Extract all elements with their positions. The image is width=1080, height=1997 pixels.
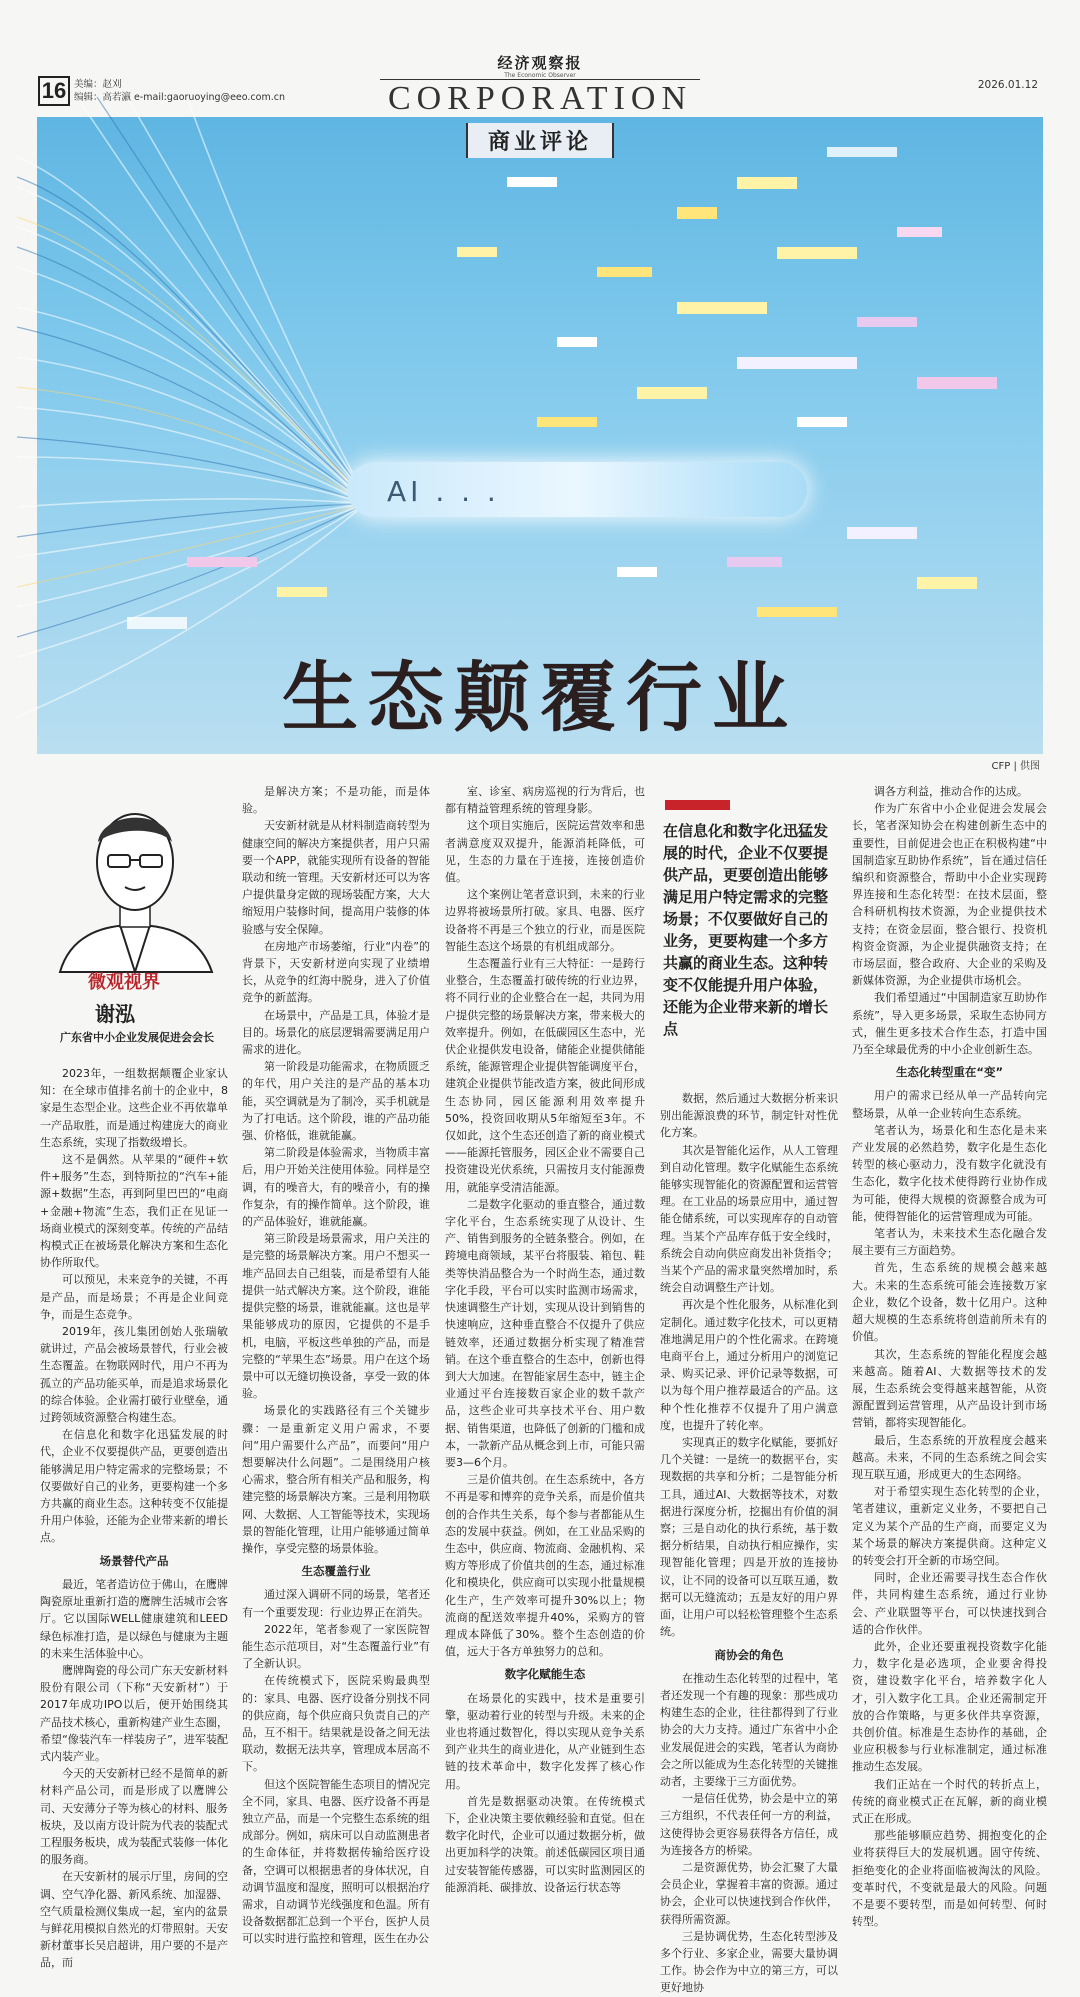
paragraph: 这个案例让笔者意识到，未来的行业边界将被场景所打破。家具、电器、医疗设备将不再是三个独立的行业，而是医院智能生态这个场景的有机组成部分。 xyxy=(445,888,645,953)
paragraph: 首先，生态系统的规模会越来越大。未来的生态系统可能会连接数万家企业，数亿个设备，数十亿用户。这种超大规模的生态系统将创造前所未有的价值。 xyxy=(852,1261,1047,1344)
paragraph: 第一阶段是功能需求，在物质匮乏的年代，用户关注的是产品的基本功能，买空调就是为了制冷，买手机就是为了打电话。这个阶段，谁的产品功能强、价格低，谁就能赢。 xyxy=(242,1060,430,1143)
paragraph: 场景化的实践路径有三个关键步骤：一是重新定义用户需求，不要问“用户需要什么产品”，而要问“用户想要解决什么问题”。二是围绕用户核心需求，整合所有相关产品和服务，构建完整的场景解决方案。三是利用物联网、大数据、人工智能等技术，实现场景的智能化管理，让用户能够通过简单操作，享受完整的场景体验。 xyxy=(242,1404,430,1555)
author-portrait xyxy=(40,787,230,972)
paragraph: 可以预见，未来竞争的关键，不再是产品，而是场景；不再是企业间竞争，而是生态竞争。 xyxy=(40,1273,228,1321)
paragraph: 笔者认为，场景化和生态化是未来产业发展的必然趋势，数字化是生态化转型的核心驱动力，没有数字化就没有生态化，数字化技术使得跨行业协作成为可能，使得大规模的资源整合成为可能，使得智能化的运营管理成为可能。 xyxy=(852,1123,1047,1223)
section-heading: 商协会的角色 xyxy=(714,1647,784,1662)
paragraph: 三是价值共创。在生态系统中，各方不再是零和博弈的竞争关系，而是价值共创的合作共生关系，每个参与者都能从生态的发展中获益。例如，在工业品采购的生态中，供应商、物流商、金融机构、采购方等形成了价值共创的生态，通过标准化和模块化，供应商可以实现小批量规模化生产，生产效率可提升30%以上；物流商的配送效率提升40%，采购方的管理成本降低了30%。整个生态创造的价值，远大于各方单独努力的总和。 xyxy=(445,1473,645,1659)
paragraph: 二是数字化驱动的垂直整合，通过数字化平台，生态系统实现了从设计、生产、销售到服务的全链条整合。例如，在跨境电商领域，某平台将服装、箱包、鞋类等快消品整合为一个时尚生态，通过数字化手段，平台可以实时监测市场需求，快速调整生产计划，实现从设计到销售的快速响应，这种垂直整合不仅提升了供应链效率，还通过数据分析实现了精准营销。在这个垂直整合的生态中，创新也得到大大加速。在智能家居生态中，链主企业通过平台连接数百家企业的数千款产品，这些企业可共享技术平台、用户数据、销售渠道，也降低了创新的门槛和成本，一款新产品从概念到上市，可能只需要3—6个月。 xyxy=(445,1197,645,1469)
paragraph: 2023年，一组数据颠覆企业家认知：在全球市值排名前十的企业中，8家是生态型企业。这些企业不再依靠单一产品取胜，而是通过构建庞大的商业生态系统，实现了指数级增长。 xyxy=(40,1067,228,1149)
paragraph: 第二阶段是体验需求，当物质丰富后，用户开始关注使用体验。同样是空调，有的噪音大，有的噪音小，有的操作复杂，有的操作简单。这个阶段，谁的产品体验好，谁就能赢。 xyxy=(242,1146,430,1229)
paragraph: 2019年，孩儿集团创始人张瑞敏就讲过，产品会被场景替代，行业会被生态覆盖。在物联网时代，用户不再为孤立的产品功能买单，而是追求场景化的综合体验。企业需打破行业壁垒，通过跨领域资源整合构建生态。 xyxy=(40,1325,228,1425)
paper-name-en: The Economic Observer xyxy=(504,72,576,79)
paragraph: 调各方利益，推动合作的达成。 xyxy=(874,785,1028,798)
article-column-3 xyxy=(445,783,645,1935)
pull-quote: 在信息化和数字化迅猛发展的时代，企业不仅要提供产品，更要创造出能够满足用户特定需求的完整场景；不仅要做好自己的业务，更要构建一个多方共赢的商业生态。这种转变不仅能提升用户体验，还能为企业带来新的增长点 xyxy=(663,822,829,1038)
paragraph: 但这个医院智能生态项目的情况完全不同，家具、电器、医疗设备不再是独立产品，而是一个完整生态系统的组成部分。例如，病床可以自动监测患者的生命体征，并将数据传输给医疗设备，空调可以根据患者的身体状况，自动调节温度和湿度，照明可以根据治疗需求，自动调节光线强度和色温。所有设备数据都汇总到一个平台，医护人员可以实时进行监控和管理，医生在办公 xyxy=(242,1777,430,1946)
hero-illustration xyxy=(37,117,1043,754)
masthead xyxy=(0,0,1080,115)
paragraph: 在传统模式下，医院采购最典型的：家具、电器、医疗设备分别找不同的供应商，每个供应商只负责自己的产品，互不相干。结果就是设备之间无法联动，数据无法共享，管理成本居高不下。 xyxy=(242,1674,430,1774)
paragraph: 鹰牌陶瓷的母公司广东天安新材料股份有限公司（下称“天安新材”）于2017年成功IPO以后，便开始围绕其产品技术核心，重新构建产业生态圈，希望“像装汽车一样装房子”，进军装配式内装产业。 xyxy=(40,1663,228,1763)
paragraph: 在推动生态化转型的过程中，笔者还发现一个有趣的现象：那些成功构建生态的企业，往往都得到了行业协会的大力支持。通过广东省中小企业发展促进会的实践，笔者认为商协会之所以能成为生态化转型的关键推动者，主要缘于三方面优势。 xyxy=(660,1671,838,1788)
article-headline: 生态颠覆行业 xyxy=(282,653,798,742)
paragraph: 在房地产市场萎缩，行业“内卷”的背景下，天安新材逆向实现了业绩增长，从竞争的红海中脱身，进入了价值竞争的新蓝海。 xyxy=(242,939,430,1005)
paragraph: 再次是个性化服务，从标准化到定制化。通过数字化技术，可以更精准地满足用户的个性化需求。在跨境电商平台上，通过分析用户的浏览记录、购买记录、评价记录等数据，可以为每个用户推荐最适合的产品。这种个性化推荐不仅提升了用户满意度，也提升了转化率。 xyxy=(660,1298,838,1432)
paragraph: 其次是智能化运作，从人工管理到自动化管理。数字化赋能生态系统能够实现智能化的资源配置和运营管理。在工业品的场景应用中，通过智能仓储系统，可以实现库存的自动管理。当某个产品库存低于安全线时，系统会自动向供应商发出补货指令；当某个产品的需求量突然增加时，系统会自动调整生产计划。 xyxy=(660,1143,838,1295)
paragraph: 笔者认为，未来技术生态化融合发展主要有三方面趋势。 xyxy=(852,1227,1047,1258)
paragraph: 通过深入调研不同的场景，笔者还有一个重要发现：行业边界正在消失。 xyxy=(242,1588,430,1619)
section-label: CORPORATION xyxy=(380,79,700,118)
paragraph: 首先是数据驱动决策。在传统模式下，企业决策主要依赖经验和直觉。但在数字化时代，企业可以通过数据分析，做出更加科学的决策。前述低碳园区项目通过安装智能传感器，可以实时监测园区的能源消耗、碳排放、设备运行状态等 xyxy=(445,1794,645,1894)
section-name xyxy=(0,80,1080,118)
section-heading: 场景替代产品 xyxy=(99,1553,169,1568)
section-heading: 生态化转型重在“变” xyxy=(895,1065,1004,1080)
paragraph: 其次，生态系统的智能化程度会越来越高。随着AI、大数据等技术的发展，生态系统会变得越来越智能，从资源配置到运营管理，从产品设计到市场营销，都将实现智能化。 xyxy=(852,1347,1047,1430)
paragraph: 数据，然后通过大数据分析来识别出能源浪费的环节，制定针对性优化方案。 xyxy=(660,1092,838,1140)
paragraph: 在场景中，产品是工具，体验才是目的。场景化的底层逻辑需要满足用户需求的进化。 xyxy=(242,1008,430,1057)
art-editor: 美编：赵刈 xyxy=(74,79,122,90)
section-heading: 生态覆盖行业 xyxy=(301,1564,371,1579)
paragraph: 今天的天安新材已经不是简单的新材料产品公司，而是形成了以鹰牌公司、天安薄分子等为核心的材料、服务板块，及以南方设计院为代表的装配式工程服务板块，成为装配式装修一体化的服务商。 xyxy=(40,1767,228,1867)
article-column-5 xyxy=(852,783,1047,1935)
paragraph: 在场景化的实践中，技术是重要引擎，驱动着行业的转型与升级。未来的企业也将通过数智化，得以实现从竞争关系到产业共生的商业进化，从产业链到生态链的技术革命中，数字化发挥了核心作用。 xyxy=(445,1691,645,1791)
article-column-1 xyxy=(40,1065,228,1970)
author-name: 谢泓 xyxy=(95,1002,135,1026)
paragraph: 用户的需求已经从单一产品转向完整场景，从单一企业转向生态系统。 xyxy=(852,1089,1047,1120)
paragraph: 一是信任优势，协会是中立的第三方组织，不代表任何一方的利益，这使得协会更容易获得各方信任，成为连接各方的桥梁。 xyxy=(660,1792,838,1857)
photo-credit: CFP | 供图 xyxy=(991,761,1040,772)
pullquote-accent xyxy=(665,800,730,810)
paragraph: 同时，企业还需要寻找生态合作伙伴，共同构建生态系统，通过行业协会、产业联盟等平台，可以快速找到合适的合作伙伴。 xyxy=(852,1571,1047,1636)
paragraph: 我们希望通过“中国制造家互助协作系统”，导入更多场景，采取生态协同方式，催生更多技术合作生态，打造中国乃至全球最优秀的中小企业创新生态。 xyxy=(852,991,1047,1057)
paragraph: 我们正站在一个时代的转折点上，传统的商业模式正在瓦解，新的商业模式正在形成。 xyxy=(852,1777,1047,1825)
paragraph: 对于希望实现生态化转型的企业，笔者建议，重新定义业务，不要把自己定义为某个产品的生产商，而要定义为某个场景的解决方案提供商。这种定义的转变会打开全新的市场空间。 xyxy=(852,1485,1047,1567)
paragraph: 是解决方案；不是功能，而是体验。 xyxy=(242,785,430,816)
paragraph: 作为广东省中小企业促进会发展会长，笔者深知协会在构建创新生态中的重要性，目前促进会也正在积极构建“中国制造家互助协作系统”，旨在通过信任编织和资源整合，帮助中小企业实现跨界连接和生态化转型：在技术层面，整合科研机构技术资源，为企业提供技术支持；在资金层面，整合银行、投资机构资金资源，为企业提供融资支持；在市场层面，整合政府、大企业的采购及新媒体资源，为企业提供市场机会。 xyxy=(852,802,1047,988)
paragraph: 生态覆盖行业有三大特征：一是跨行业整合，生态覆盖打破传统的行业边界，将不同行业的企业整合在一起，共同为用户提供完整的场景解决方案，带来极大的效率提升。例如，在低碳园区生态中，光伏企业提供发电设备，储能企业提供储能系统，能源管理企业提供智能调度平台，建筑企业提供节能改造方案，彼此间形成生态协同，园区能源利用效率提升50%，投资回收期从5年缩短至3年。不仅如此，这个生态还创造了新的商业模式——能源托管服务，园区企业不需要自己投资建设光伏系统，只需按月支付能源费用，就能享受清洁能源。 xyxy=(445,957,645,1194)
section-heading: 数字化赋能生态 xyxy=(504,1667,586,1682)
paragraph: 第三阶段是场景需求，用户关注的是完整的场景解决方案。用户不想买一堆产品回去自己组装，而是希望有人能提供一站式解决方案。这个阶段，谁能提供完整的场景，谁就能赢。这也是苹果能够成功的原因，它提供的不是手机，电脑，平板这些单独的产品，而是完整的“苹果生态”场景。用户在这个场景中可以无缝切换设备，享受一致的体验。 xyxy=(242,1232,430,1401)
column-tag: 商业评论 xyxy=(466,123,614,158)
paragraph: 最近，笔者造访位于佛山，在鹰牌陶瓷原址重新打造的鹰牌生活城市会客厅。它以国际WELL健康建筑和LEED绿色标准打造，是以绿色与健康为主题的未来生活体验中心。 xyxy=(40,1577,228,1660)
column-name: 微观视界 xyxy=(88,972,160,993)
ai-prompt-text: AI . . . xyxy=(387,475,500,508)
paper-name: 经济观察报 xyxy=(497,54,583,72)
paragraph: 在天安新材的展示厅里，房间的空调、空气净化器、新风系统、加湿器、空气质量检测仪集成一起，室内的盆景与鲜花用模拟自然光的灯带照射。天安新材董事长吴启超讲，用户要的不是产品，而 xyxy=(40,1870,228,1970)
editor-contact: 编辑：高若瀛 e-mail:gaoruoying@eeo.com.cn xyxy=(74,92,285,103)
paragraph: 实现真正的数字化赋能，要抓好几个关键：一是统一的数据平台，实现数据的共享和分析；二是智能分析工具，通过AI、大数据等技术，对数据进行深度分析，挖掘出有价值的洞察；三是自动化的执行系统，基于数据分析结果，自动执行相应操作，实现智能化管理；四是开放的连接协议，让不同的设备可以互联互通，数据可以无缝流动；五是友好的用户界面，让用户可以轻松管理整个生态系统。 xyxy=(660,1436,838,1639)
paragraph: 天安新材就是从材料制造商转型为健康空间的解决方案提供者，用户只需要一个APP，就能实现所有设备的智能联动和统一管理。天安新材还可以为客户提供量身定做的现场装配方案，大大缩短用户装修时间，提高用户装修的体验感与安全保障。 xyxy=(242,819,430,936)
article-column-4 xyxy=(660,1090,838,1995)
paragraph: 在信息化和数字化迅猛发展的时代，企业不仅要提供产品，更要创造出能够满足用户特定需求的完整场景；不仅要做好自己的业务，更要构建一个多方共赢的商业生态。这种转变不仅能提升用户体验，还能为企业带来新的增长点。 xyxy=(40,1428,228,1545)
paragraph: 这不是偶然。从苹果的“硬件+软件+服务”生态，到特斯拉的“汽车+能源+数据”生态，再到阿里巴巴的“电商+金融+物流”生态，我们正在见证一场商业模式的深刻变革。传统的产品结构模式正在被场景化解决方案和生态化协作所取代。 xyxy=(40,1153,228,1270)
paragraph: 二是资源优势，协会汇聚了大量会员企业，掌握着丰富的资源。通过协会，企业可以快速找到合作伙伴，获得所需资源。 xyxy=(660,1860,838,1926)
paragraph: 最后，生态系统的开放程度会越来越高。未来，不同的生态系统之间会实现互联互通，形成更大的生态网络。 xyxy=(852,1433,1047,1481)
paragraph: 这个项目实施后，医院运营效率和患者满意度双双提升，能源消耗降低，可见，生态的力量在于连接，连接创造价值。 xyxy=(445,819,645,885)
paragraph: 三是协调优势，生态化转型涉及多个行业、多家企业，需要大量协调工作。协会作为中立的第三方，可以更好地协 xyxy=(660,1929,838,1995)
issue-date: 2026.01.12 xyxy=(977,79,1038,91)
paragraph: 此外，企业还要重视投资数字化能力，数字化是必选项，企业要舍得投资，建设数字化平台，培养数字化人才，引入数字化工具。企业还需制定开放的合作策略，与更多伙伴共享资源，共创价值。标准是生态协作的基础，企业应积极参与行业标准制定，通过标准推动生态发展。 xyxy=(852,1639,1047,1774)
author-title: 广东省中小企业发展促进会会长 xyxy=(60,1031,214,1044)
paragraph: 2022年，笔者参观了一家医院智能生态示范项目，对“生态覆盖行业”有了全新认识。 xyxy=(242,1622,430,1671)
paragraph: 室、诊室、病房巡视的行为背后，也都有精益管理系统的管理身影。 xyxy=(445,785,645,816)
page-number: 16 xyxy=(38,76,70,106)
article-column-2 xyxy=(242,783,430,1946)
paragraph: 那些能够顺应趋势、拥抱变化的企业将获得巨大的发展机遇。固守传统、拒绝变化的企业将面临被淘汰的风险。变革时代，不变就是最大的风险。问题不是要不要转型，而是如何转型、何时转型。 xyxy=(852,1829,1047,1929)
